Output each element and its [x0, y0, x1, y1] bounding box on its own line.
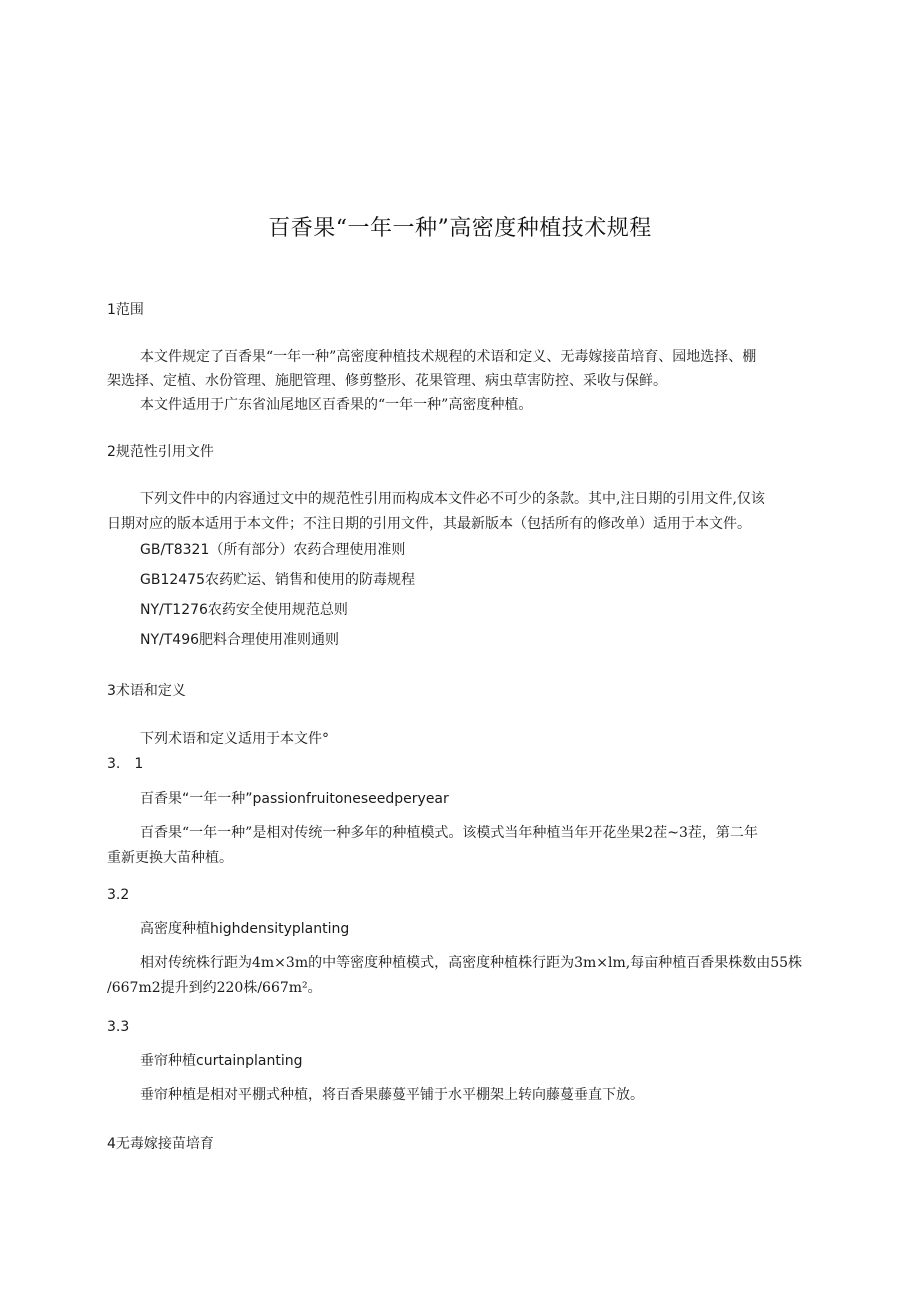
term-3-2-title: 高密度种植highdensityplanting	[140, 921, 350, 937]
reference-item: NY/T1276农药安全使用规范总则	[140, 602, 348, 618]
term-3-2-definition-line-1: 相对传统株行距为4m×3m的中等密度种植模式，高密度种植株行距为3m×lm,每亩种植百香果株数由55株	[140, 955, 803, 971]
term-3-3-definition: 垂帘种植是相对平棚式种植，将百香果藤蔓平铺于水平棚架上转向藤蔓垂直下放。	[140, 1087, 644, 1103]
section-1-paragraph-1-line-1: 本文件规定了百香果“一年一种”高密度种植技术规程的术语和定义、无毒嫁接苗培育、园地选择、棚	[140, 349, 757, 365]
section-3-intro: 下列术语和定义适用于本文件°	[140, 731, 329, 747]
reference-item: NY/T496肥料合理使用准则通则	[140, 632, 340, 648]
section-1-paragraph-1-line-2: 架选择、定植、水份管理、施肥管理、修剪整形、花果管理、病虫草害防控、采收与保鲜。	[107, 373, 667, 389]
section-2-heading: 2规范性引用文件	[107, 444, 214, 460]
section-1-paragraph-2: 本文件适用于广东省汕尾地区百香果的“一年一种”高密度种植。	[140, 397, 533, 413]
section-1-heading: 1范围	[107, 302, 144, 318]
section-3-heading: 3术语和定义	[107, 683, 186, 699]
document-title: 百香果“一年一种”高密度种植技术规程	[268, 216, 652, 241]
term-3-3-title: 垂帘种植curtainplanting	[140, 1053, 303, 1069]
term-3-1-definition-line-2: 重新更换大苗种植。	[107, 850, 233, 866]
section-4-heading: 4无毒嫁接苗培育	[107, 1136, 214, 1152]
reference-item: GB12475农药贮运、销售和使用的防毒规程	[140, 572, 415, 588]
term-3-3-number: 3.3	[107, 1019, 130, 1035]
term-3-2-number: 3.2	[107, 887, 130, 903]
reference-item: GB/T8321（所有部分）农药合理使用准则	[140, 542, 406, 558]
term-3-1-definition-line-1: 百香果“一年一种”是相对传统一种多年的种植模式。该模式当年种植当年开花坐果2茬~3茬，第二年	[140, 825, 758, 841]
term-3-1-title: 百香果“一年一种”passionfruitoneseedperyear	[140, 791, 449, 807]
section-2-paragraph-line-2: 日期对应的版本适用于本文件；不注日期的引用文件，其最新版本（包括所有的修改单）适用于本文件。	[107, 516, 751, 532]
term-3-2-definition-line-2: /667m2提升到约220株/667m²。	[107, 980, 322, 996]
section-2-paragraph-line-1: 下列文件中的内容通过文中的规范性引用而构成本文件必不可少的条款。其中,注日期的引用文件,仅该	[140, 491, 765, 507]
term-3-1-number: 3. 1	[107, 756, 144, 772]
